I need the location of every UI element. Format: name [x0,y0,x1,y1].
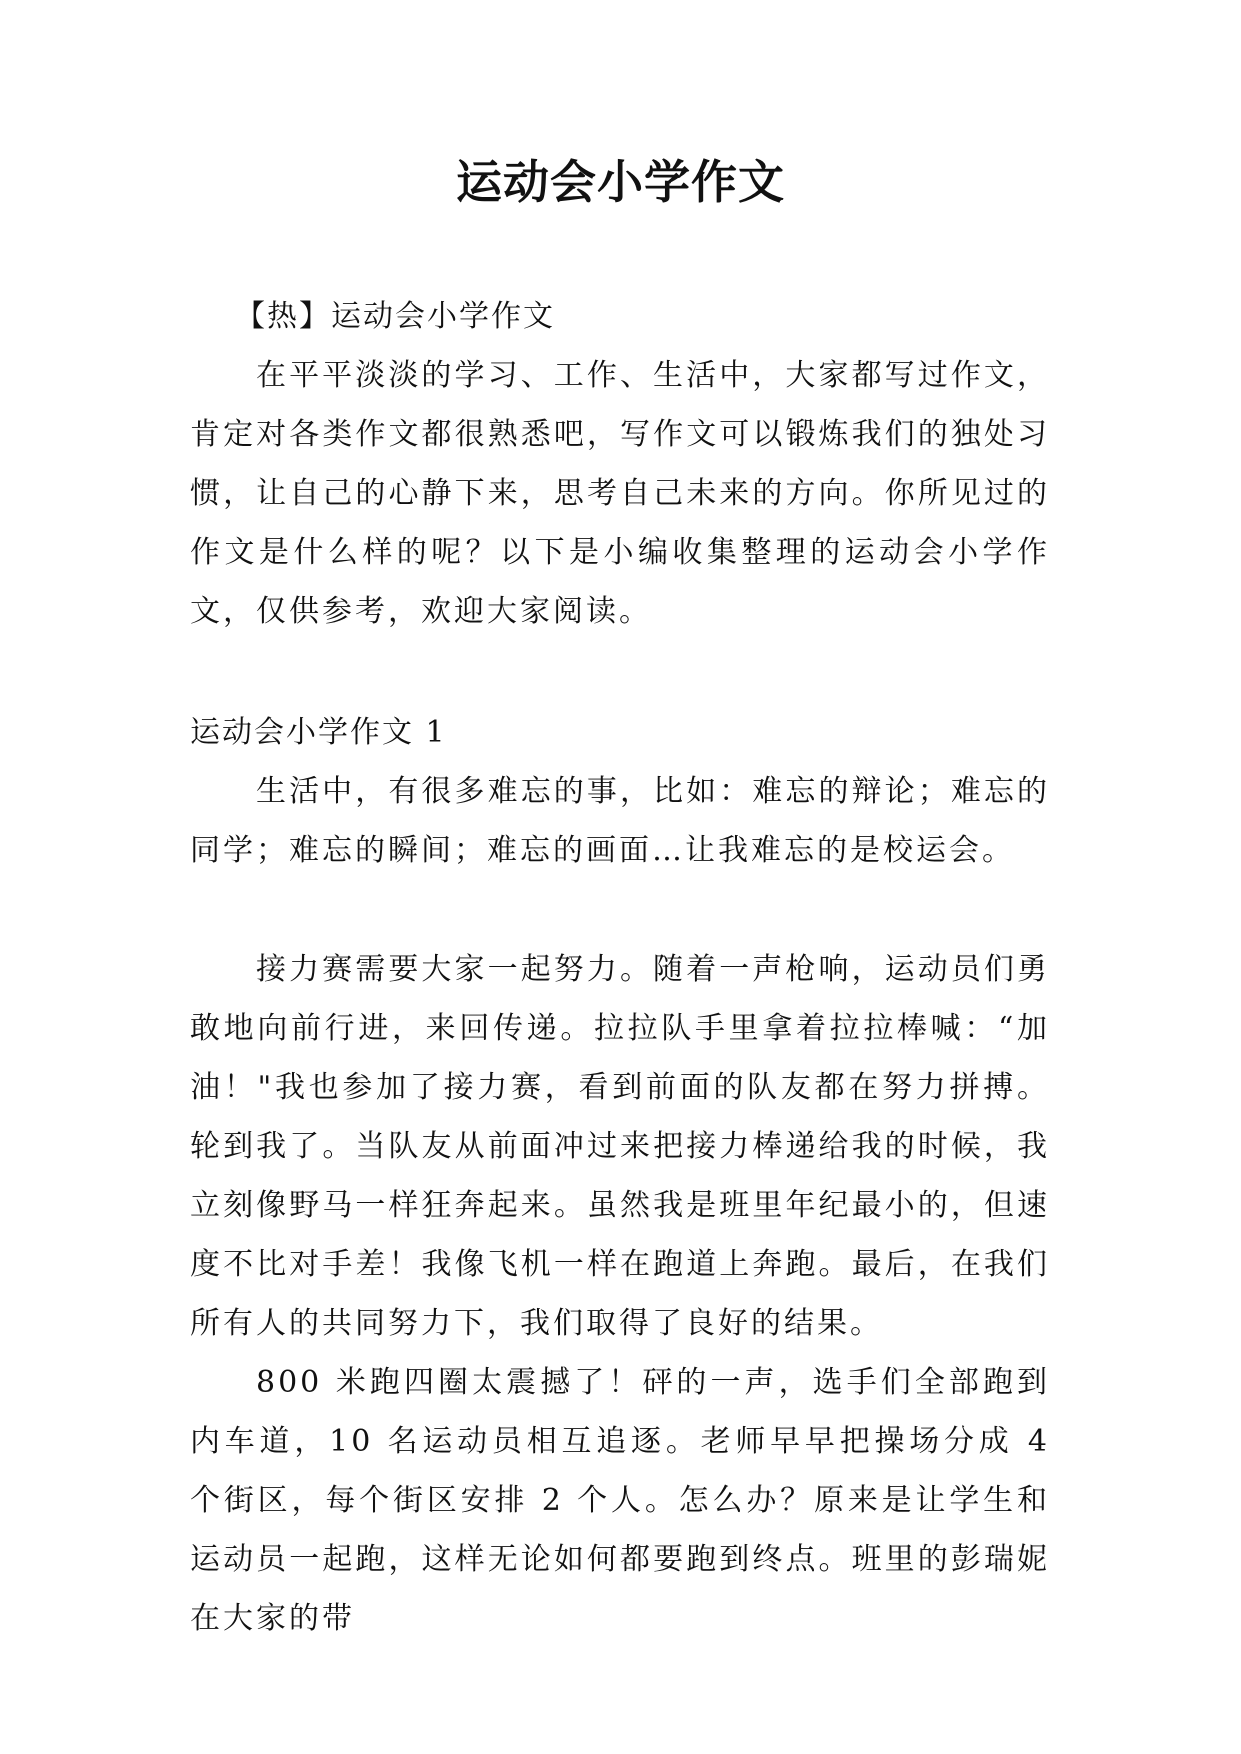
paragraph-3: 800 米跑四圈太震撼了！砰的一声，选手们全部跑到内车道，10 名运动员相互追逐。老师早早把操场分成 4 个街区，每个街区安排 2 个人。怎么办？原来是让学生和运动员一起跑，这样无论如何都要跑到终点。班里的彭瑞妮在大家的带 [190,1365,1050,1636]
spacer [190,880,1050,940]
document-body [190,287,1050,1648]
intro-heading: 【热】运动会小学作文 [235,299,555,334]
paragraph-2: 接力赛需要大家一起努力。随着一声枪响，运动员们勇敢地向前行进，来回传递。拉拉队手里拿着拉拉棒喊：“加油！"我也参加了接力赛，看到前面的队友都在努力拼搏。轮到我了。当队友从前面冲过来把接力棒递给我的时候，我立刻像野马一样狂奔起来。虽然我是班里年纪最小的，但速度不比对手差！我像飞机一样在跑道上奔跑。最后，在我们所有人的共同努力下，我们取得了良好的结果。 [190,952,1050,1341]
intro-paragraph: 在平平淡淡的学习、工作、生活中，大家都写过作文，肯定对各类作文都很熟悉吧，写作文可以锻炼我们的独处习惯，让自己的心静下来，思考自己未来的方向。你所见过的作文是什么样的呢？以下是小编收集整理的运动会小学作文，仅供参考，欢迎大家阅读。 [190,358,1050,629]
section-heading: 运动会小学作文 1 [190,715,447,750]
document-title: 运动会小学作文 [456,155,785,209]
paragraph-1: 生活中，有很多难忘的事，比如：难忘的辩论；难忘的同学；难忘的瞬间；难忘的画面…让我难忘的是校运会。 [190,774,1050,868]
spacer [190,641,1050,703]
